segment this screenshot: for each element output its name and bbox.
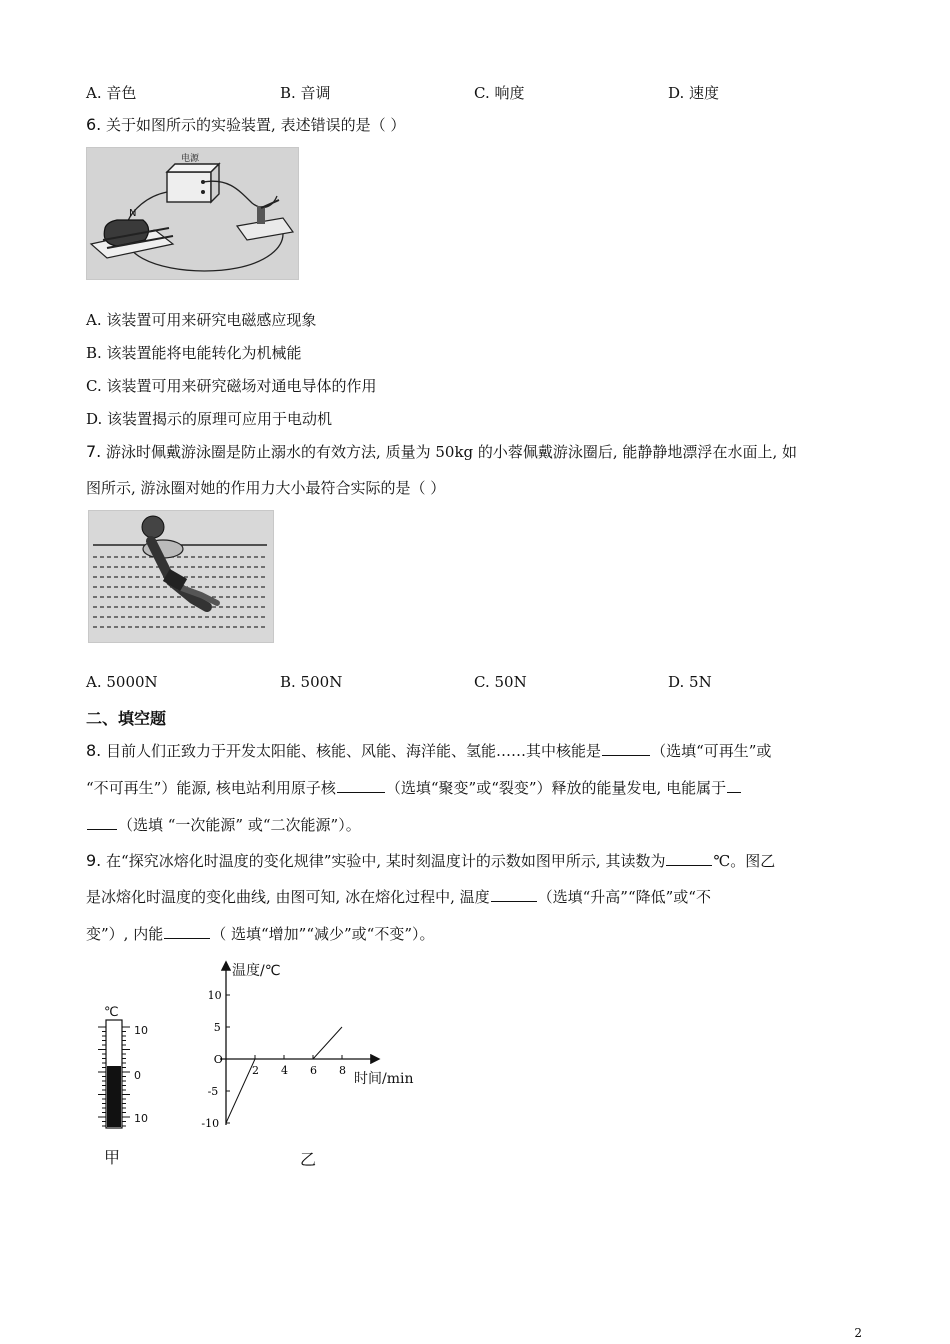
q6-apparatus-photo: [86, 147, 299, 280]
q7-stem-line2: 图所示, 游泳圈对她的作用力大小最符合实际的是（ ）: [86, 479, 446, 497]
q5-option-d: D. 速度: [668, 84, 720, 102]
q6-apparatus-drawing: [87, 148, 298, 279]
q8-line1: [86, 740, 771, 761]
q7-stem-line1: [86, 441, 797, 462]
page-number: 2: [854, 1326, 862, 1340]
thermometer-tick-bottom: 10: [134, 1112, 148, 1125]
thermometer-drawing: [86, 1000, 166, 1170]
q5-option-a: A. 音色: [86, 84, 137, 102]
chart-x-tick-label: 4: [281, 1064, 288, 1077]
q7-option-d: D. 5N: [668, 673, 712, 691]
thermometer-figure: [86, 1000, 166, 1170]
section-title: 二、填空题: [86, 709, 167, 728]
chart-y-tick-label: -10: [201, 1117, 220, 1130]
q7-number: 7.: [86, 442, 102, 461]
thermometer-tick-zero: 0: [134, 1069, 141, 1082]
q6-option-c: C. 该装置可用来研究磁场对通电导体的作用: [86, 377, 377, 395]
q9-text-2a: 是冰熔化时温度的变化曲线, 由图可知, 冰在熔化过程中, 温度: [86, 888, 490, 906]
q8-line2: [86, 777, 742, 798]
q6-magnet-n-label: N: [129, 208, 137, 219]
thermometer-tick-top: 10: [134, 1024, 148, 1037]
chart-y-tick-label: -5: [207, 1085, 219, 1098]
q9-text-1b: ℃。图乙: [713, 852, 776, 870]
chart-y-tick-label: 10: [207, 989, 222, 1002]
q6-stem-text: 关于如图所示的实验装置, 表述错误的是（ ）: [106, 116, 406, 134]
q6-option-b: B. 该装置能将电能转化为机械能: [86, 344, 302, 362]
q7-option-c: C. 50N: [474, 673, 527, 691]
q8-blank-2[interactable]: [337, 777, 385, 793]
q8-blank-3-end[interactable]: [87, 814, 117, 830]
q9-line3: [86, 923, 435, 944]
q7-stem-text-1: 游泳时佩戴游泳圈是防止溺水的有效方法, 质量为 50kg 的小蓉佩戴游泳圈后, 能静静地漂浮在水面上, 如: [106, 443, 797, 461]
chart-x-tick-label: 6: [310, 1064, 317, 1077]
q9-blank-1[interactable]: [666, 850, 712, 866]
q9-text-3b: （ 选填“增加”“减少”或“不变”）。: [211, 925, 435, 943]
chart-caption: 乙: [300, 1150, 317, 1169]
q8-blank-3-start[interactable]: [727, 777, 741, 793]
chart-y-tick-label: O: [213, 1053, 223, 1066]
q8-text-1b: （选填“可再生”或: [651, 742, 772, 760]
q8-text-2a: “不可再生”）能源, 核电站利用原子核: [86, 779, 336, 797]
q9-text-1a: 在“探究冰熔化时温度的变化规律”实验中, 某时刻温度计的示数如图甲所示, 其读数为: [106, 852, 666, 870]
q9-number: 9.: [86, 851, 102, 870]
q8-text-3b: （选填 “一次能源” 或“二次能源”）。: [118, 816, 361, 834]
q9-line2: [86, 886, 711, 907]
q9-text-3a: 变”）, 内能: [86, 925, 164, 943]
q5-option-b: B. 音调: [280, 84, 331, 102]
q6-power-label: 电源: [181, 154, 200, 164]
q9-line1: [86, 850, 775, 871]
q6-number: 6.: [86, 115, 102, 134]
q6-option-d: D. 该装置揭示的原理可应用于电动机: [86, 410, 333, 428]
q7-option-b: B. 500N: [280, 673, 343, 691]
chart-y-tick-label: 5: [213, 1021, 221, 1034]
thermometer-caption: 甲: [104, 1148, 121, 1167]
melting-chart: [196, 955, 436, 1175]
q7-swimmer-drawing: [89, 511, 273, 642]
chart-y-label: 温度/℃: [232, 963, 281, 979]
q9-text-2b: （选填“升高”“降低”或“不: [537, 888, 711, 906]
q8-text-1a: 目前人们正致力于开发太阳能、核能、风能、海洋能、氢能……其中核能是: [106, 742, 602, 760]
q6-option-a: A. 该装置可用来研究电磁感应现象: [86, 311, 317, 329]
q8-number: 8.: [86, 741, 102, 760]
thermometer-unit: ℃: [104, 1005, 119, 1020]
q9-blank-2[interactable]: [491, 886, 537, 902]
q8-blank-1[interactable]: [602, 740, 650, 756]
q7-option-a: A. 5000N: [86, 673, 158, 691]
chart-x-tick-label: 2: [252, 1064, 259, 1077]
q8-text-2b: （选填“聚变”或“裂变”）释放的能量发电, 电能属于: [385, 779, 727, 797]
chart-x-tick-label: 8: [339, 1064, 346, 1077]
q9-blank-3[interactable]: [164, 923, 210, 939]
q8-line3: [86, 814, 361, 835]
q6-stem: [86, 114, 405, 135]
q7-swimmer-photo: [88, 510, 274, 643]
chart-x-label: 时间/min: [354, 1071, 414, 1087]
q5-option-c: C. 响度: [474, 84, 525, 102]
melting-chart-svg: [196, 955, 436, 1175]
